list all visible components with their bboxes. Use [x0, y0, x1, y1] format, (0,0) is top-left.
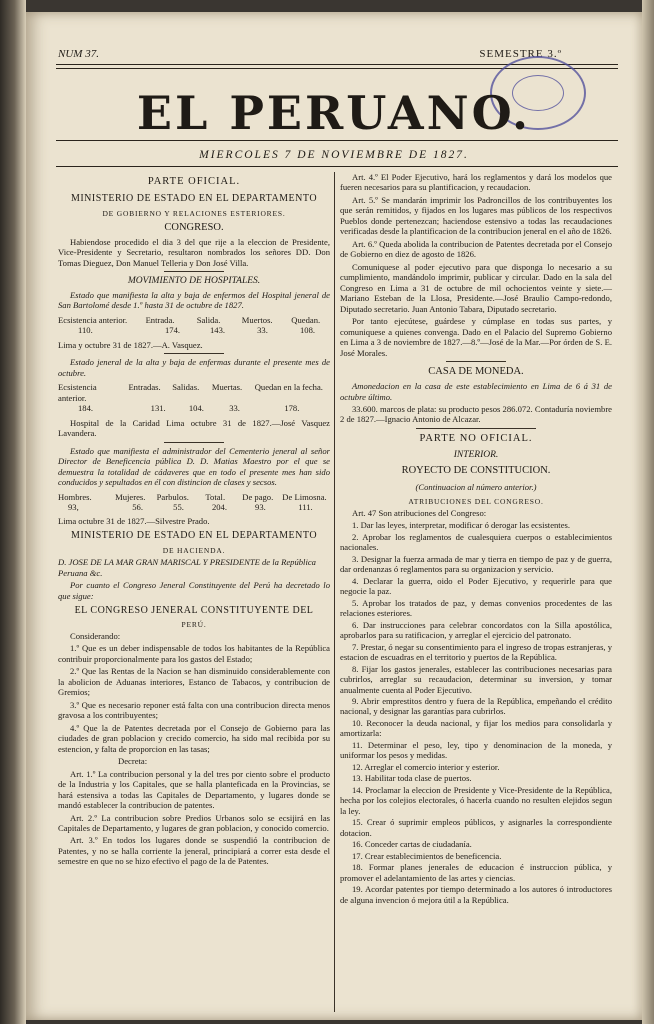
ministry-gobierno: MINISTERIO DE ESTADO EN EL DEPARTAMENTO	[70, 192, 318, 204]
considerando-2: 2.º Que las Rentas de la Nacion se han disminuido considerablemente con la abolicion de Aduanas interiores, Estanco de Tabacos, y contribucion de Gremios;	[58, 666, 330, 698]
ministry-hacienda: MINISTERIO DE ESTADO EN EL DEPARTAMENTO	[70, 530, 318, 542]
list-item: 11. Determinar el peso, ley, tipo y denominacion de la moneda, y uniformar los pesos y medidas.	[340, 739, 612, 761]
table3-col: Parbulos.	[156, 491, 189, 502]
table3-col: De pago.	[242, 491, 274, 502]
column-divider	[334, 172, 335, 1012]
divider-short	[164, 271, 224, 272]
table2-col: Entradas.	[128, 382, 161, 393]
list-item: 14. Proclamar la eleccion de Presidente y Vice-Presidente de la República, hecha por los colejios electorales, ó hacerla cuando no resulten elejidos segun la ley.	[340, 784, 612, 816]
list-item: 13. Habilitar toda clase de puertos.	[352, 773, 472, 784]
right-column	[340, 172, 612, 906]
table3-cell: 111.	[298, 502, 313, 513]
table1-signature: Lima y octubre 31 de 1827.—A. Vasquez.	[58, 339, 203, 350]
article-3: Art. 3.º En todos los lugares donde se suspendió la contribucion de Patentes, y no se halla corriente la jeneral, principiará a correr esta desde el semestre en que no se hizo efectivo el pago de la de Patentes.	[58, 835, 330, 867]
table1-col: Quedan.	[291, 314, 321, 325]
table2-cell: 131.	[150, 403, 166, 414]
table1-header	[58, 315, 330, 325]
table2-col: Muertas.	[211, 382, 243, 393]
table2-header	[58, 382, 330, 403]
dateline: MIERCOLES 7 DE NOVIEMBRE DE 1827.	[199, 149, 469, 161]
divider-short	[446, 361, 506, 362]
congreso-heading: CONGRESO.	[164, 222, 224, 234]
ministry-hacienda-sub: DE HACIENDA.	[162, 546, 226, 556]
hospitales-heading: MOVIMIENTO DE HOSPITALES.	[127, 276, 261, 287]
table3-col: De Limosna.	[282, 491, 327, 502]
issue-number: NUM 37.	[58, 48, 99, 60]
article-1: Art. 1.º La contribucion personal y la del tres por ciento sobre el producto de la Industria y los Capitales, que se halla planteficada en la Provincias, se hará estensiva a todas las Capitales de Departamento, y lugares donde se mandó establecer la contribucion de patentes.	[58, 768, 330, 811]
list-item: 5. Aprobar los tratados de paz, y demas convenios procedentes de las relaciones esteriores.	[340, 597, 612, 619]
table2-col: Salidas.	[172, 382, 200, 393]
table3-signature: Lima octubre 31 de 1827.—Silvestre Prado.	[58, 515, 210, 526]
art-47: Art. 47 Son atribuciones del Congreso:	[352, 507, 487, 518]
list-item: 6. Dar instrucciones para celebrar concordatos con la Silla apostólica, aprobarlos para su ratificacion, y arreglar el ejercicio del patronato.	[340, 619, 612, 641]
table3-col: Mujeres.	[115, 491, 146, 502]
list-item: 1. Dar las leyes, interpretar, modificar ó derogar las ecsistentes.	[352, 520, 570, 531]
date-rule-top	[56, 140, 618, 141]
divider-short	[416, 428, 536, 429]
list-item: 16. Conceder cartas de ciudadanía.	[352, 839, 472, 850]
list-item: 2. Aprobar los reglamentos de cualesquiera cuerpos o establecimientos nacionales.	[340, 531, 612, 553]
table2-col: Ecsistencia anterior.	[58, 382, 97, 403]
list-item: 9. Abrir emprestitos dentro y fuera de la República, empeñando el crédito nacional, y designar las garantías para cubrirlos.	[340, 696, 612, 717]
table1-cell: 143.	[209, 325, 226, 336]
list-item: 19. Acordar patentes por tiempo determinado a los autores ó introductores de alguna invencion ó mejora útil a la República.	[340, 884, 612, 905]
cementerio-intro: Estado que manifiesta el administrador del Cementerio jeneral al señor Director de Beneficencia pública D. D. Matias Maestro por el que se demuestra la totalidad de cádaveres que en todo el presente mes han sido conducidos y sepultados en él con distincion de clases y secsos.	[58, 445, 330, 488]
date-rule-bottom	[56, 166, 618, 167]
table3-cell: 93.	[255, 502, 266, 513]
table2-col: Quedan en la fecha.	[254, 382, 323, 393]
section-oficial: PARTE OFICIAL.	[147, 176, 241, 187]
table3-cell: 93,	[68, 502, 79, 513]
congreso-jeneral: EL CONGRESO JENERAL CONSTITUYENTE DEL	[74, 605, 314, 617]
table2-cell: 178.	[284, 403, 300, 414]
table3-values	[58, 502, 330, 512]
list-item: 3. Designar la fuerza armada de mar y tierra en tiempo de paz y de guerra, dar ordenanzas ó reglamentos para su organizacion y servicio.	[340, 553, 612, 575]
moneda-text: 33.600. marcos de plata: su producto pesos 286.072. Contaduría noviembre 2 de 1827.—Ignacio Antonio de Alcazar.	[340, 404, 612, 425]
table2-cell: 184.	[78, 403, 94, 414]
casa-moneda-heading: CASA DE MONEDA.	[428, 366, 524, 378]
atribuciones-list	[340, 520, 612, 905]
divider-short	[164, 353, 224, 354]
comuniquese: Comuniquese al poder ejecutivo para que disponga lo necesario a su cumplimiento, mandándolo imprimir, publicar y circular. Dado en la sala del Congreso en Lima a 31 de octubre de mil ochocientos veinte y siete.—Mariano Esteban de la Llosa, Presidente.—José Braulio Campo-redondo, Diputado secretario. Juan Antonio Tabara, Diputado secretario.	[340, 261, 612, 314]
list-item: 10. Reconocer la deuda nacional, y fijar los medios para consolidarla y amortizarla:	[340, 717, 612, 739]
table1-values	[58, 325, 330, 335]
table1-cell: 110.	[78, 325, 93, 336]
moneda-intro: Amonedacion en la casa de este establecimiento en Lima de 6 á 31 de octubre último.	[340, 381, 612, 402]
divider-short	[164, 442, 224, 443]
decreta: Decreta:	[118, 756, 148, 767]
article-4: Art. 4.º El Poder Ejecutivo, hará los reglamentos y dará los modelos que fueren necesarios para su plantificacion, y recaudacion.	[340, 172, 612, 193]
ministry-gobierno-sub: DE GOBIERNO Y RELACIONES ESTERIORES.	[102, 208, 286, 218]
table2-cell: 104.	[188, 403, 204, 414]
table1-cell: 33.	[257, 325, 268, 336]
list-item: 12. Arreglar el comercio interior y esterior.	[352, 761, 500, 772]
table1-col: Ecsistencia anterior.	[58, 314, 128, 325]
article-6: Art. 6.º Queda abolida la contribucion de Patentes decretada por el Consejo de Gobierno en diez de agosto de 1826.	[340, 238, 612, 260]
list-item: 8. Fijar los gastos jenerales, establecer las contribuciones necesarias para cubrirlos, arreglar su recaudacion, determinar su inversion, y tomar anualmente cuenta al Poder Ejecutivo.	[340, 663, 612, 695]
considerando: Considerando:	[70, 630, 121, 641]
table3-cell: 56.	[132, 502, 143, 513]
estado2-intro: Estado jeneral de la alta y baja de enfermas durante el presente mes de octubre.	[58, 357, 330, 378]
list-item: 4. Declarar la guerra, oido el Poder Ejecutivo, y requerirle para que negocie la paz.	[340, 575, 612, 597]
table1-col: Salida.	[196, 314, 221, 325]
presidente-decree: D. JOSE DE LA MAR GRAN MARISCAL Y PRESIDENTE de la República Peruana &c.	[58, 557, 316, 578]
table2-signature: Hospital de la Caridad Lima octubre 31 de 1827.—José Vasquez Lavandera.	[58, 417, 330, 439]
table3-header	[58, 492, 330, 502]
page-edge	[642, 0, 654, 1024]
por-cuanto: Por cuanto el Congreso Jeneral Constituyente del Perú ha decretado lo que sigue:	[58, 580, 330, 601]
masthead-title: EL PERUANO.	[136, 86, 532, 140]
table1-cell: 174.	[164, 325, 181, 336]
table2-values	[58, 403, 330, 413]
table1-col: Entrada.	[145, 314, 175, 325]
atribuciones-heading: ATRIBUCIONES DEL CONGRESO.	[408, 496, 544, 506]
section-no-oficial: PARTE NO OFICIAL.	[419, 432, 533, 444]
considerando-1: 1.º Que es un deber indispensable de todos los habitantes de la República contribuir proporcionalmente para los gastos del Estado;	[58, 643, 330, 664]
list-item: 15. Crear ó suprimir empleos públicos, y asignarles la correspondiente dotacion.	[340, 817, 612, 838]
por-tanto: Por tanto ejecútese, guárdese y cúmplase en todas sus partes, y comuniquese a quienes convenga. Dado en el Palacio del Supremo Gobierno en Lima a 3 de noviembre de 1827.—8.º—José de la Mar.—Por órden de S. E. José Morales.	[340, 316, 612, 358]
book-binding	[0, 0, 26, 1024]
continuacion: (Continuacion al número anterior.)	[415, 482, 537, 493]
list-item: 17. Crear establecimientos de beneficencia.	[352, 850, 502, 861]
table1-cell: 108.	[299, 325, 316, 336]
peru-label: PERÚ.	[181, 619, 207, 629]
table1-col: Muertos.	[241, 314, 273, 325]
left-column	[58, 172, 330, 869]
article-5: Art. 5.º Se mandarán imprimir los Padroncillos de los contribuyentes los que serán remitidos, y fijados en los lugares mas públicos de los respectivos Pueblos donde pertenezcan; haciendose estensivo a todas las recaudaciones verificadas desde la plantificacion de la contribucion jeneral en el año de 1826.	[340, 194, 612, 237]
table3-cell: 204.	[211, 502, 227, 513]
table3-cell: 55.	[173, 502, 184, 513]
list-item: 7. Prestar, ó negar su consentimiento para el ingreso de tropas estranjeras, y estacion de escuadras en el territorio y puertos de la República.	[340, 641, 613, 663]
proyecto-heading: ROYECTO DE CONSTITUCION.	[401, 465, 551, 477]
table3-col: Total.	[205, 491, 226, 502]
table3-col: Hombres.	[58, 491, 92, 502]
considerando-3: 3.º Que es necesario reponer está falta con una contribucion directa menos gravosa a los contribuyentes;	[58, 699, 330, 721]
considerando-4: 4.º Que la de Patentes decretada por el Consejo de Gobierno para las ciudades de gran poblacion y crecido comercio, ha sido mal recibida por su estencion, y falta de proporcion en las tasas;	[58, 722, 330, 754]
hospital-intro: Estado que manifiesta la alta y baja de enfermos del Hospital jeneral de San Bartolomé desde 1.º hasta 31 de octubre de 1827.	[58, 289, 330, 311]
congreso-text: Habiendose procedido el dia 3 del que rije a la eleccion de Presidente, Vice-Presidente y Secretario, resultaron nombrados los señores DD. Don Tomas Dieguez, Don Manuel Telleria y Don José Villa.	[58, 236, 330, 268]
semester: SEMESTRE 3.º	[479, 48, 562, 60]
interior-heading: INTERIOR.	[453, 449, 499, 460]
article-2: Art. 2.º La contribucion sobre Predios Urbanos solo se ecsijirá en las Capitales de Departamento, y lugares de gran poblacion, y conocido comercio.	[58, 812, 330, 833]
table2-cell: 33.	[229, 403, 240, 414]
newspaper-page	[26, 12, 642, 1020]
list-item: 18. Formar planes jenerales de educacion é instruccion pública, y promover el adelantamiento de las artes y ciencias.	[340, 862, 612, 883]
